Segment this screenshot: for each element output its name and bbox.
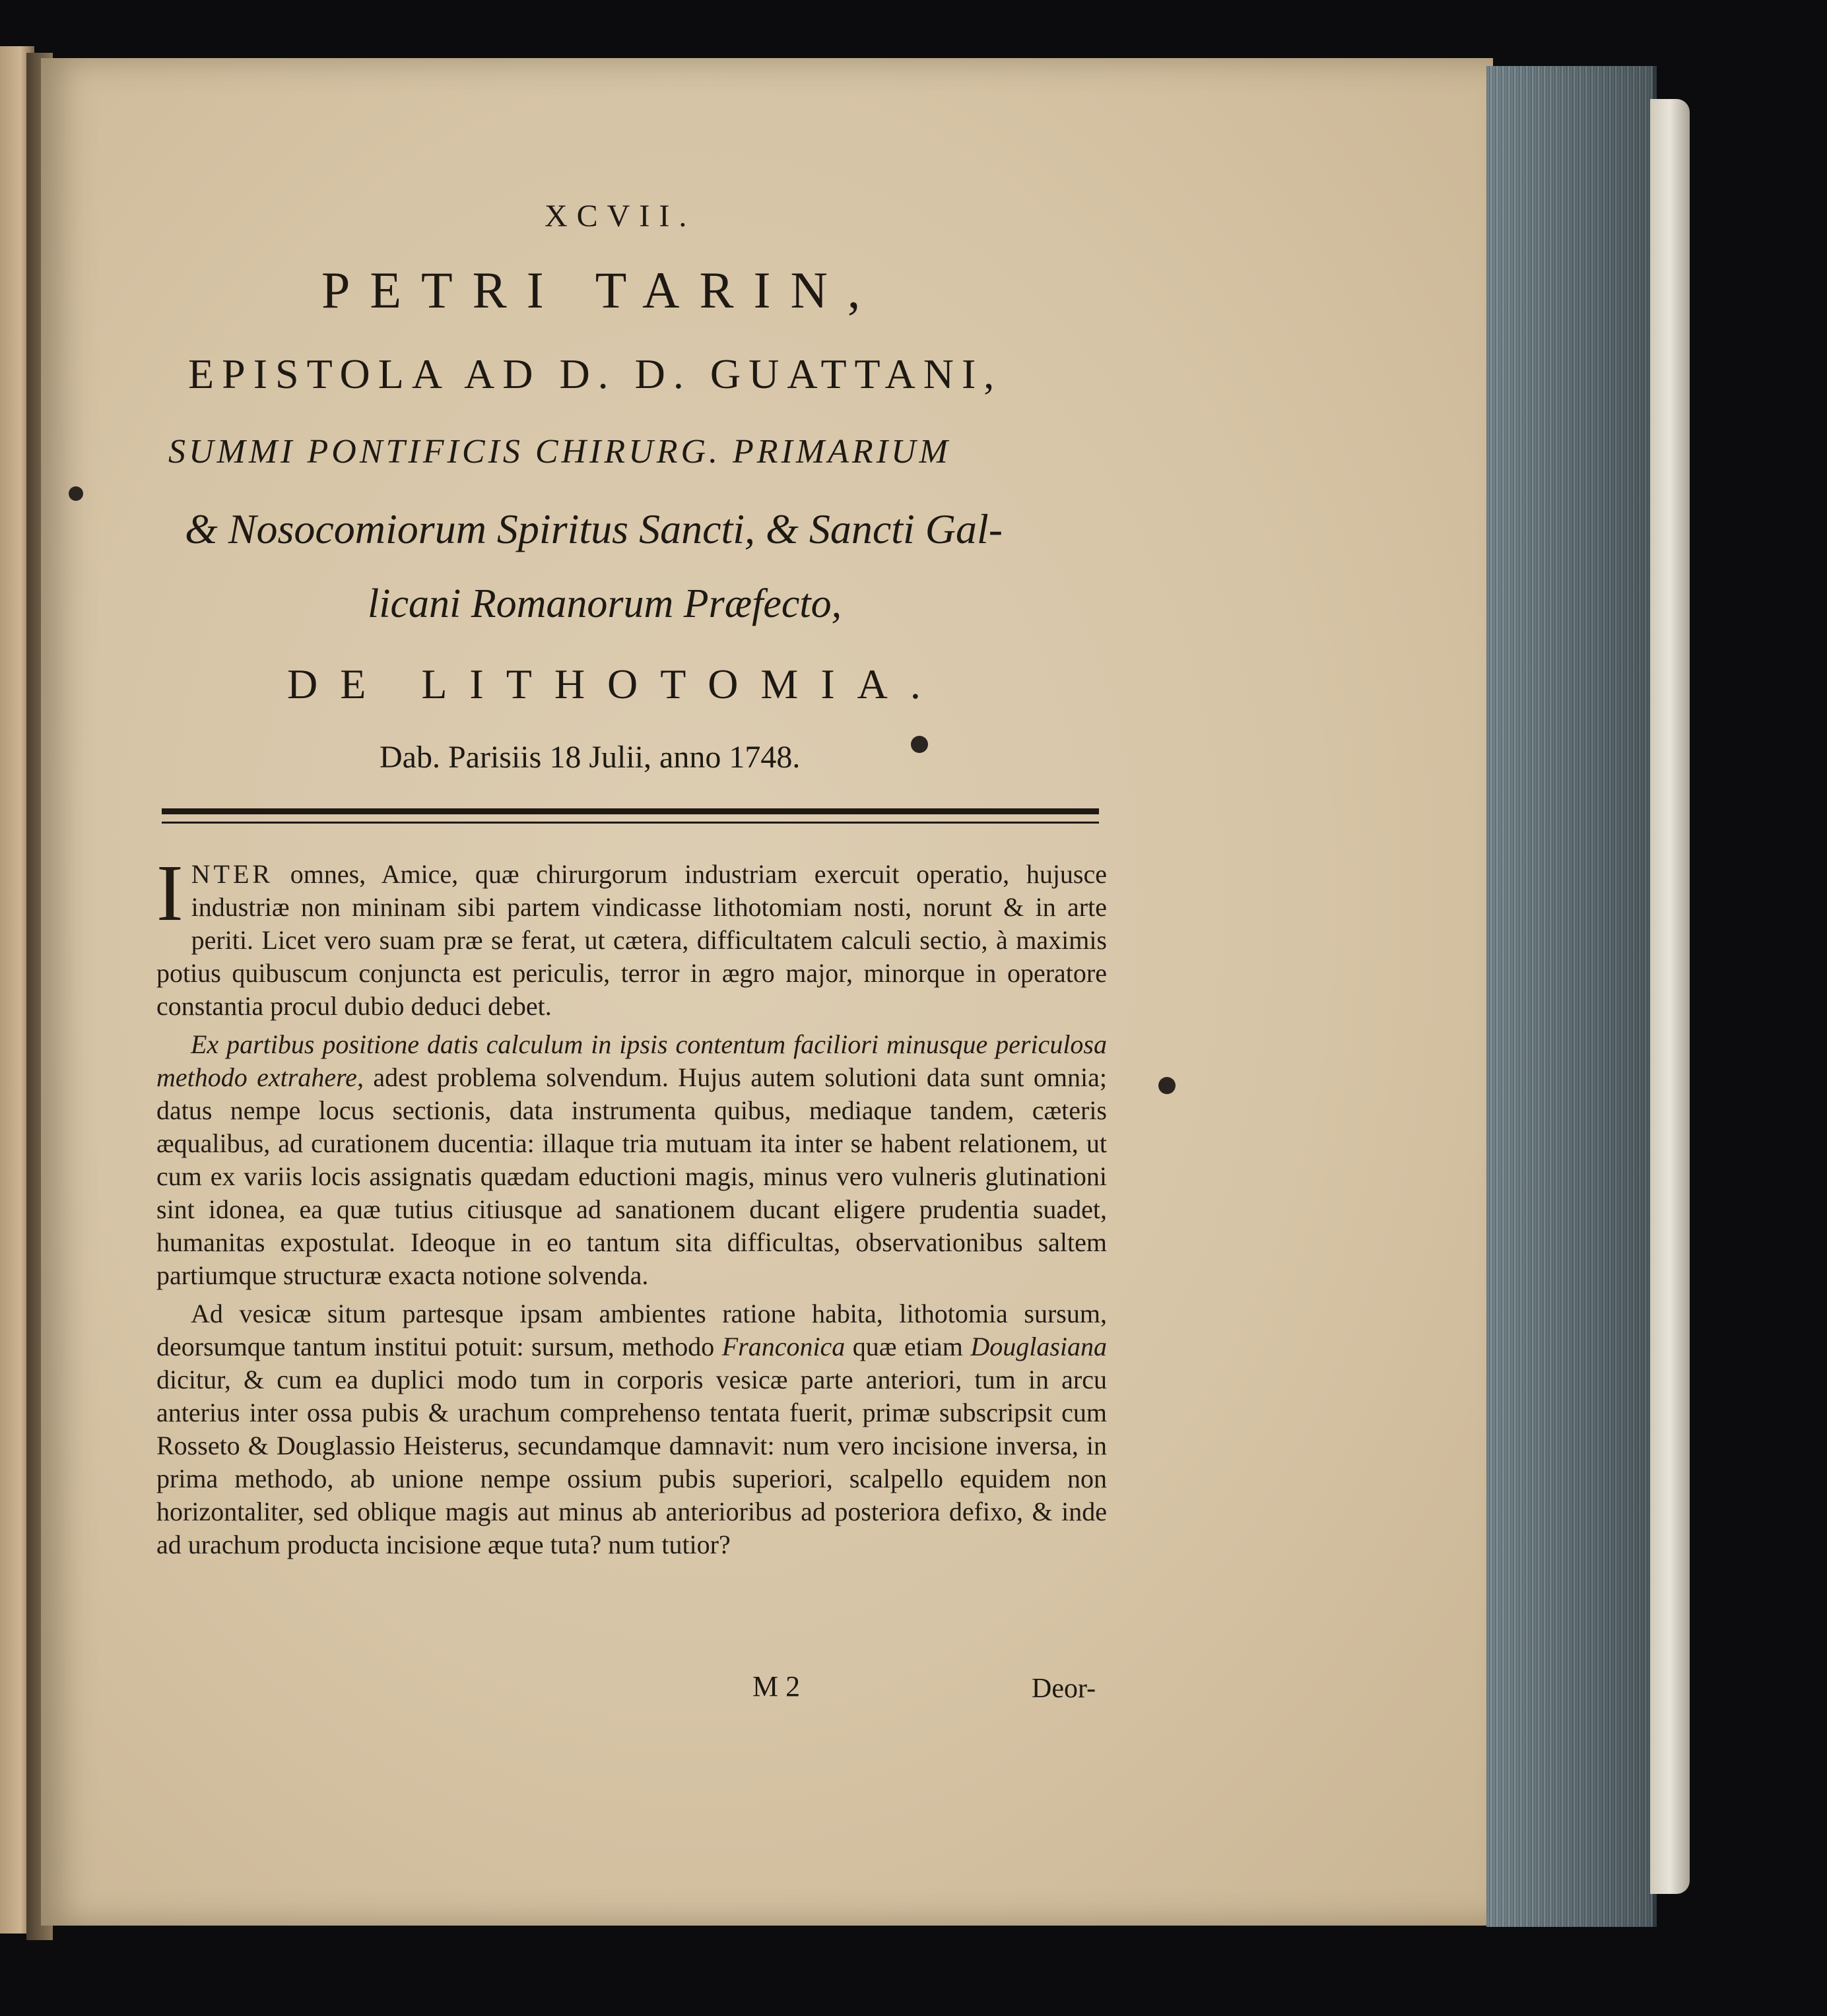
subject-line: DE LITHOTOMIA. xyxy=(287,661,943,707)
paragraph-1-text: omnes, Amice, quæ chirurgorum industriam exercuit operatio, hujusce industriæ non mininam sibi partem vindicasse lithotomiam nosti, norunt & in arte periti. Licet vero suam præ se ferat, ut cætera, difficultatem calculi sectio, à maximis potius quibuscum conjuncta est periculis, terror in ægro major, minorque in operatore constantia procul dubio deduci debet. xyxy=(156,859,1107,1021)
ink-spot xyxy=(911,736,928,753)
date-line: Dab. Parisiis 18 Julii, anno 1748. xyxy=(380,740,801,775)
paragraph-3-text-a: Ad vesicæ situm partesque ipsam ambientes ratione habita, lithotomia sursum, deorsumque tantum institui potuit: sursum, methodo xyxy=(156,1299,1107,1361)
paragraph-1 xyxy=(156,849,1107,1023)
article-number: XCVII. xyxy=(545,199,696,234)
fore-edge xyxy=(1486,66,1657,1927)
heading-rule-thick xyxy=(162,808,1099,814)
binding-board xyxy=(1650,99,1690,1894)
ink-spot xyxy=(1158,1077,1176,1094)
paragraph-3 xyxy=(156,1297,1107,1561)
catchword: Deor- xyxy=(1032,1674,1096,1704)
epistola-line: EPISTOLA AD D. D. GUATTANI, xyxy=(188,350,1003,397)
heading-rule-thin xyxy=(162,822,1099,824)
summi-line: SUMMI PONTIFICIS CHIRURG. PRIMARIUM xyxy=(168,433,951,471)
douglasiana-term: Douglasiana xyxy=(970,1332,1108,1361)
nosocomiorum-line-1: & Nosocomiorum Spiritus Sancti, & Sancti Gal- xyxy=(185,505,1003,552)
paragraph-3-text-b: quæ etiam xyxy=(845,1332,971,1361)
paragraph-2-text: , adest problema solvendum. Hujus autem solutioni data sunt omnia; datus nempe locus sectionis, data instrumenta quibus, mediaque tandem, cæteris æqualibus, ad curationem ducentia: illaque tria mutuam ita inter se habent relationem, ut cum ex variis locis assignatis quædam eductioni magis, minus vero vulneris glutinationi sint idonea, ea quæ tutius citiusque ad sanationem ducant eligere prudentia suadet, humanitas expostulat. Ideoque in eo tantum sita difficultas, observationibus saltem partiumque structuræ exacta notione solvenda. xyxy=(156,1062,1107,1290)
drop-cap: I xyxy=(156,849,183,938)
ink-spot xyxy=(69,486,83,501)
franconica-term: Franconica xyxy=(721,1332,846,1361)
signature-mark: M 2 xyxy=(752,1670,801,1703)
opening-word: NTER xyxy=(191,859,274,889)
author-title: PETRI TARIN, xyxy=(321,261,880,319)
paragraph-3-text-c: dicitur, & cum ea duplici modo tum in corporis vesicæ parte anteriori, tum in arcu anterius inter ossa pubis & urachum comprehenso tentata fuerit, primæ subscripsit cum Rosseto & Douglassio Heisterus, secundamque damnavit: num vero incisione inversa, in prima methodo, ab unione nempe ossium pubis superiori, scalpello equidem non horizontaliter, sed oblique magis aut minus ab anterioribus ad posteriora defixo, & inde ad urachum producta incisione æque tuta? num tutior? xyxy=(156,1365,1107,1559)
nosocomiorum-line-2: licani Romanorum Præfecto, xyxy=(368,581,842,626)
problem-statement: Ex partibus positione datis calculum in ipsis contentum faciliori minusque periculosa methodo extrahere xyxy=(156,1029,1107,1092)
body-text xyxy=(156,849,1108,1567)
paragraph-2 xyxy=(156,1028,1107,1292)
